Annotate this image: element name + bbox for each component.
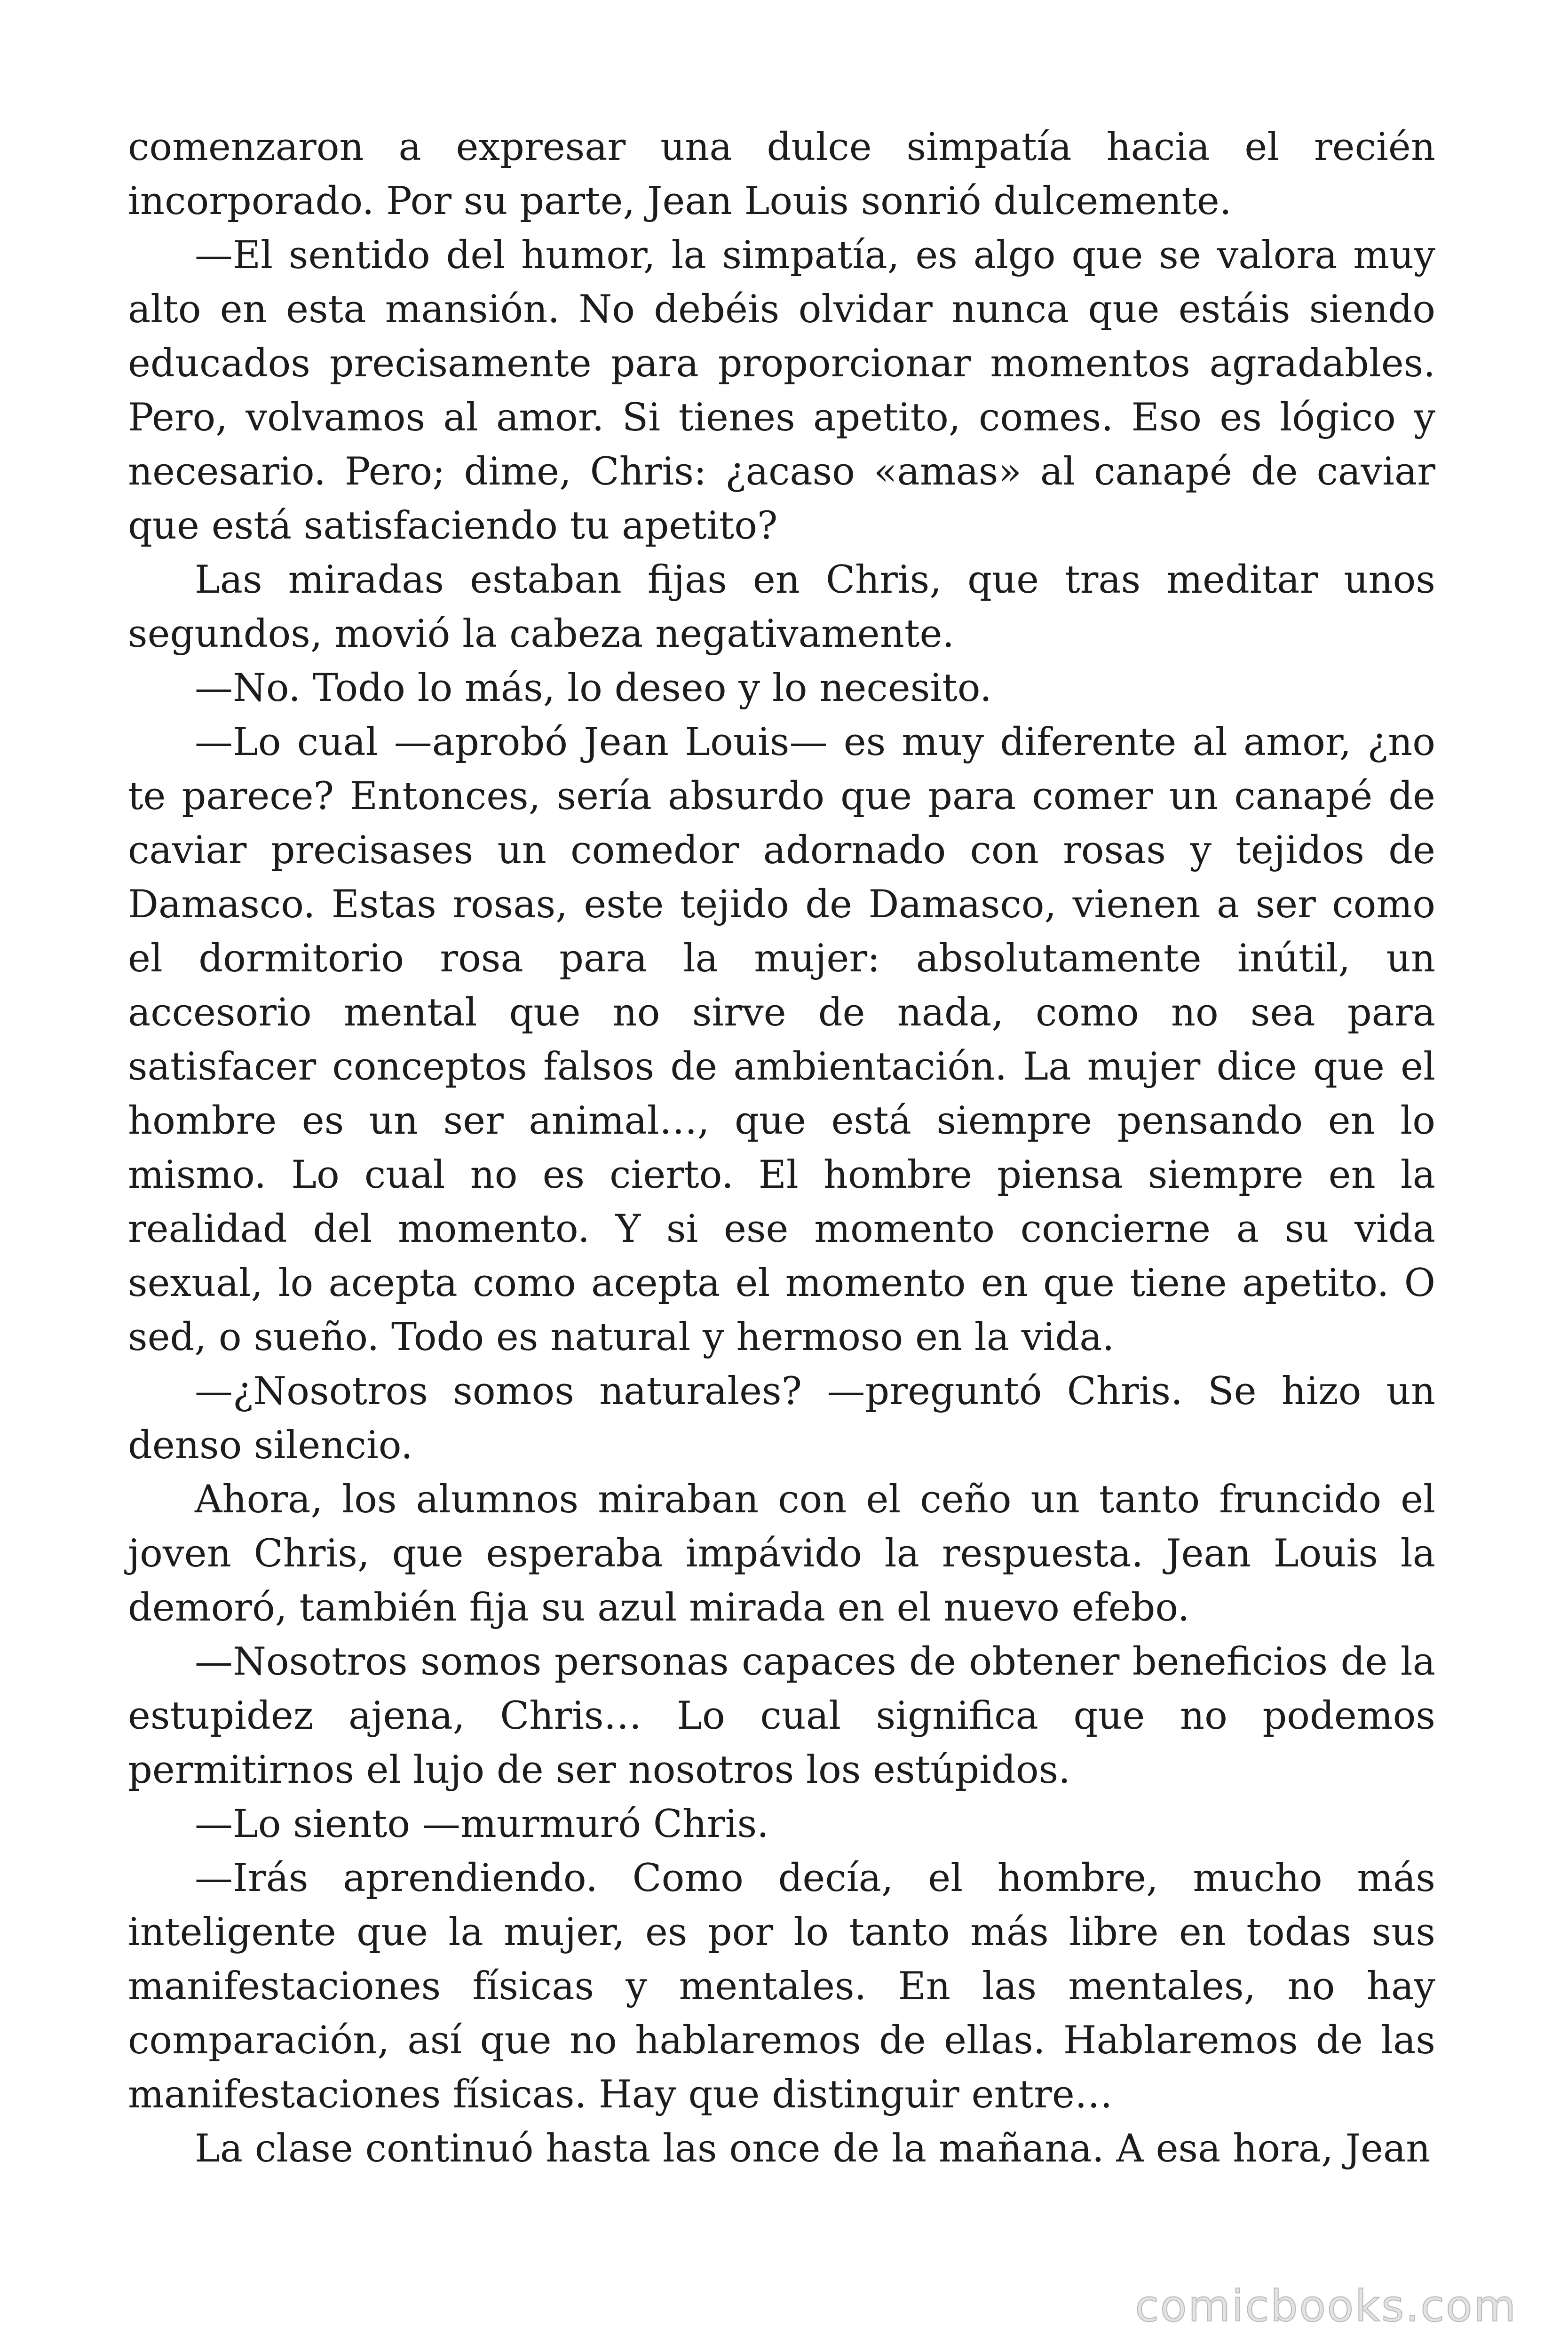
paragraph: —Lo cual —aprobó Jean Louis— es muy diferente al amor, ¿no te parece? Entonces, sería absurdo que para comer un canapé de caviar precisases un comedor adornado con rosas y tejidos de Damasco. Estas rosas, este tejido de Damasco, vienen a ser como el dormitorio rosa para la mujer: absolutamente inútil, un accesorio mental que no sirve de nada, como no sea para satisfacer conceptos falsos de ambientación. La mujer dice que el hombre es un ser animal…, que está siempre pensando en lo mismo. Lo cual no es cierto. El hombre piensa siempre en la realidad del momento. Y si ese momento concierne a su vida sexual, lo acepta como acepta el momento en que tiene apetito. O sed, o sueño. Todo es natural y hermoso en la vida. xyxy=(128,720,1435,1359)
paragraph: Las miradas estaban fijas en Chris, que tras meditar unos segundos, movió la cabeza negativamente. xyxy=(128,558,1435,656)
paragraph: —Nosotros somos personas capaces de obtener beneficios de la estupidez ajena, Chris… Lo cual significa que no podemos permitirnos el lujo de ser nosotros los estúpidos. xyxy=(128,1640,1435,1792)
paragraph: —Irás aprendiendo. Como decía, el hombre, mucho más inteligente que la mujer, es por lo tanto más libre en todas sus manifestaciones físicas y mentales. En las mentales, no hay comparación, así que no hablaremos de ellas. Hablaremos de las manifestaciones físicas. Hay que distinguir entre… xyxy=(128,1856,1435,2117)
paragraph-continuation: comenzaron a expresar una dulce simpatía hacia el recién incorporado. Por su parte, Jean Louis sonrió dulcemente. xyxy=(128,125,1435,223)
paragraph: —¿Nosotros somos naturales? —preguntó Chris. Se hizo un denso silencio. xyxy=(128,1369,1435,1468)
paragraph-last: La clase continuó hasta las once de la mañana. A esa hora, Jean xyxy=(195,2127,1431,2171)
watermark: comicbooks.com xyxy=(1135,2281,1517,2331)
paragraph: Ahora, los alumnos miraban con el ceño un tanto fruncido el joven Chris, que esperaba impávido la respuesta. Jean Louis la demoró, también fija su azul mirada en el nuevo efebo. xyxy=(128,1478,1435,1630)
paragraph: —El sentido del humor, la simpatía, es algo que se valora muy alto en esta mansión. No debéis olvidar nunca que estáis siendo educados precisamente para proporcionar momentos agradables. Pero, volvamos al amor. Si tienes apetito, comes. Eso es lógico y necesario. Pero; dime, Chris: ¿acaso «amas» al canapé de caviar que está satisfaciendo tu apetito? xyxy=(128,233,1435,548)
paragraph: —Lo siento —murmuró Chris. xyxy=(195,1802,769,1846)
paragraph: —No. Todo lo más, lo deseo y lo necesito. xyxy=(195,666,992,710)
body-text xyxy=(128,120,1435,2176)
